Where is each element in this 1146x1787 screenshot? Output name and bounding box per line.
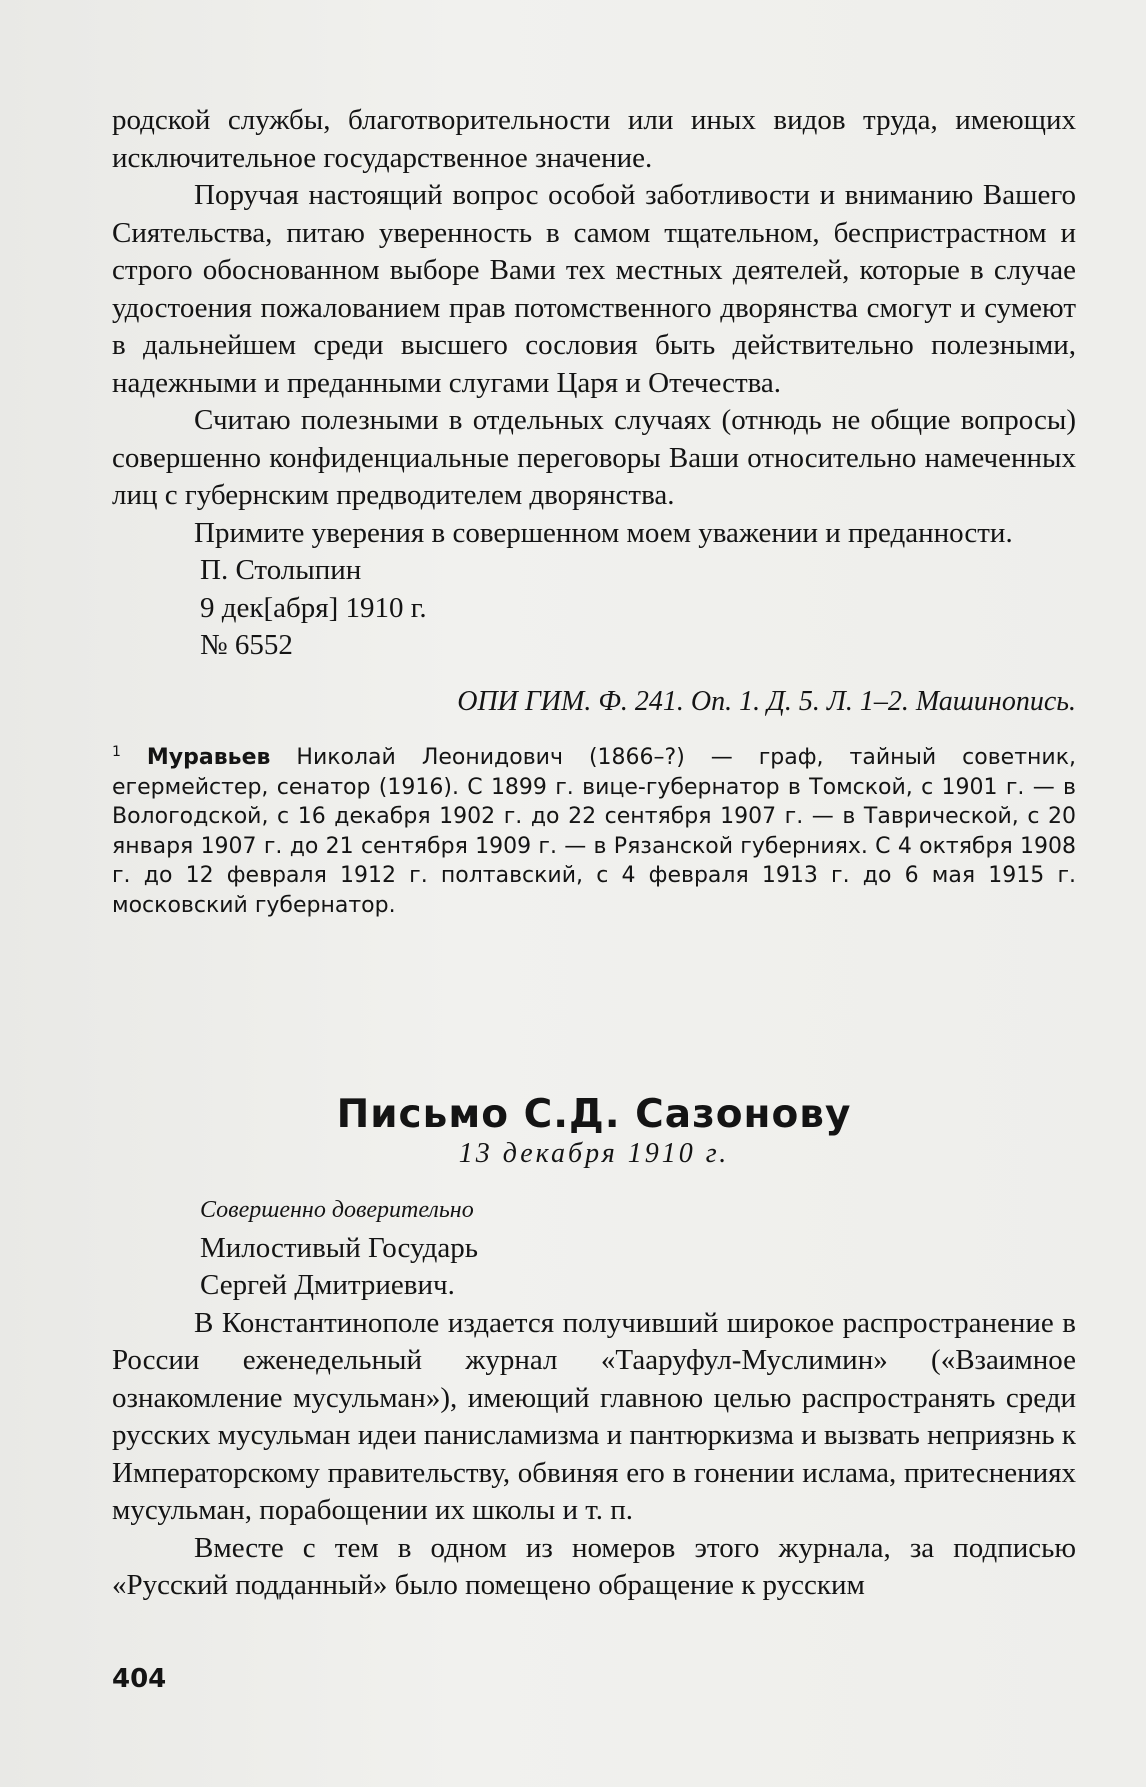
salutation-line-2: Сергей Дмитриевич. (200, 1269, 455, 1301)
paragraph: родской службы, благотворительности или иных видов труда, имеющих исключительное государственное значение. (112, 104, 1076, 174)
letter-title: Письмо С.Д. Сазонову (336, 1092, 852, 1137)
signature-name: П. Столыпин (200, 554, 362, 586)
paragraph: Считаю полезными в отдельных случаях (отнюдь не общие вопросы) совершенно конфиденциальные переговоры Ваши относительно намеченных лиц с губернским предводителем дворянства. (112, 404, 1076, 511)
paragraph: В Константинополе издается получивший широкое распространение в России еженедельный журнал «Тааруфул-Муслимин» («Взаимное ознакомление мусульман»), имеющий главною целью распространять среди русских мусульман идеи панисламизма и пантюркизма и вызвать неприязнь к Императорскому правительству, обвиняя его в гонении ислама, притеснениях мусульман, порабощении их школы и т. п. (112, 1306, 1076, 1526)
paragraph: Вместе с тем в одном из номеров этого журнала, за подписью «Русский подданный» было помещено обращение к русским (112, 1531, 1076, 1601)
paragraph: Примите уверения в совершенном моем уважении и преданности. (194, 516, 1013, 549)
letter-date: 13 декабря 1910 г. (458, 1138, 730, 1169)
letter-body (112, 1192, 1076, 1605)
signature-date: 9 дек[абря] 1910 г. (200, 591, 427, 624)
footnote-text: Николай Леонидович (1866–?) — граф, тайный советник, егермейстер, сенатор (1916). С 1899 г. вице-губернатор в Томской, с 1901 г. — в Вологодской, с 16 декабря 1902 г. до 22 сентября 1907 г. — в Таврической, с 20 января 1907 г. до 21 сентября 1909 г. — в Рязанской губерниях. С 4 октября 1908 г. до 12 февраля 1912 г. полтавский, с 4 февраля 1913 г. до 6 мая 1915 г. московский губернатор. (112, 745, 1076, 918)
paragraph: Поручая настоящий вопрос особой заботливости и вниманию Вашего Сиятельства, питаю уверенность в самом тщательном, беспристрастном и строго обоснованном выборе Вами тех местных деятелей, которые в случае удостоения пожалованием прав потомственного дворянства смогут и сумеют в дальнейшем среди высшего сословия быть действительно полезными, надежными и преданными слугами Царя и Отечества. (112, 179, 1076, 399)
footnote (112, 738, 1076, 920)
archive-reference: ОПИ ГИМ. Ф. 241. Оп. 1. Д. 5. Л. 1–2. Машинопись. (457, 685, 1076, 717)
footnote-name: Муравьев (146, 745, 271, 770)
page-number: 404 (112, 1664, 167, 1694)
salutation-line-1: Милостивый Государь (200, 1231, 478, 1264)
footnote-marker: 1 (112, 744, 121, 760)
document-number: № 6552 (200, 629, 293, 661)
confidential-note: Совершенно доверительно (200, 1197, 474, 1223)
letter-continuation (112, 102, 1076, 920)
